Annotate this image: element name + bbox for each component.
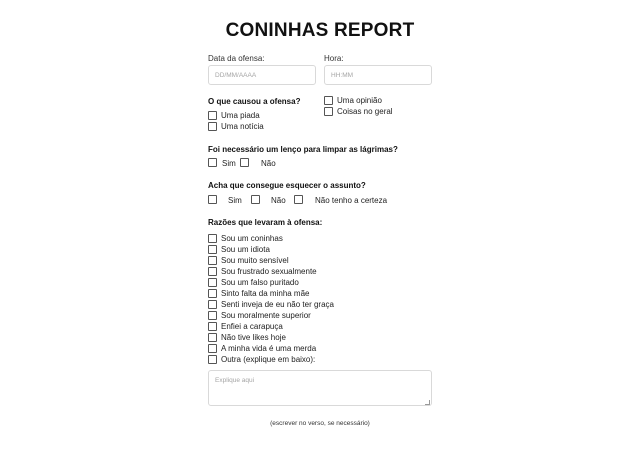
reason-option[interactable] [208, 300, 334, 309]
option-label: Uma notícia [221, 122, 264, 131]
checkbox[interactable] [208, 122, 217, 131]
footer-note: (escrever no verso, se necessário) [270, 420, 370, 427]
forget-unsure-label: Não tenho a certeza [315, 196, 388, 205]
option-label: Uma piada [221, 111, 260, 120]
cause-option-opinion[interactable] [324, 96, 382, 105]
date-label: Data da ofensa: [208, 54, 265, 63]
option-label: Enfiei a carapuça [221, 322, 283, 331]
reason-option[interactable] [208, 289, 310, 298]
reason-option[interactable] [208, 256, 289, 265]
option-label: Sou frustrado sexualmente [221, 267, 317, 276]
tissue-yes-checkbox[interactable] [208, 158, 217, 167]
time-input[interactable] [324, 65, 432, 85]
cause-question: O que causou a ofensa? [208, 97, 301, 106]
page-title: CONINHAS REPORT [225, 20, 415, 41]
tissue-question: Foi necessário um lenço para limpar as lágrimas? [208, 145, 398, 154]
checkbox[interactable] [208, 278, 217, 287]
checkbox[interactable] [208, 289, 217, 298]
reason-option[interactable] [208, 333, 286, 342]
forget-no-checkbox[interactable] [251, 195, 260, 204]
option-label: Sinto falta da minha mãe [221, 289, 310, 298]
checkbox[interactable] [208, 256, 217, 265]
checkbox[interactable] [208, 111, 217, 120]
checkbox[interactable] [208, 333, 217, 342]
checkbox[interactable] [208, 322, 217, 331]
cause-option-general[interactable] [324, 107, 393, 116]
reason-option[interactable] [208, 344, 316, 353]
reason-option[interactable] [208, 245, 270, 254]
checkbox[interactable] [324, 107, 333, 116]
checkbox[interactable] [324, 96, 333, 105]
cause-option-news[interactable] [208, 122, 264, 131]
forget-unsure-checkbox[interactable] [294, 195, 303, 204]
checkbox[interactable] [208, 245, 217, 254]
reason-option[interactable] [208, 322, 283, 331]
checkbox[interactable] [208, 267, 217, 276]
time-label: Hora: [324, 54, 344, 63]
date-input[interactable] [208, 65, 316, 85]
option-label: Sou um falso puritado [221, 278, 299, 287]
reasons-question: Razões que levaram à ofensa: [208, 218, 323, 227]
checkbox[interactable] [208, 355, 217, 364]
forget-yes-label: Sim [228, 196, 242, 205]
tissue-yes-label: Sim [222, 159, 236, 168]
checkbox[interactable] [208, 300, 217, 309]
tissue-no-checkbox[interactable] [240, 158, 249, 167]
option-label: Sou um coninhas [221, 234, 283, 243]
resize-handle-icon[interactable] [425, 400, 430, 405]
option-label: Sou muito sensível [221, 256, 289, 265]
option-label: A minha vida é uma merda [221, 344, 317, 353]
cause-option-joke[interactable] [208, 111, 260, 120]
forget-question: Acha que consegue esquecer o assunto? [208, 181, 366, 190]
reason-option[interactable] [208, 234, 283, 243]
reason-option-other[interactable] [208, 355, 315, 364]
checkbox[interactable] [208, 234, 217, 243]
forget-yes-checkbox[interactable] [208, 195, 217, 204]
checkbox[interactable] [208, 311, 217, 320]
option-label: Outra (explique em baixo): [221, 355, 316, 364]
forget-no-label: Não [271, 196, 286, 205]
reason-option[interactable] [208, 278, 299, 287]
option-label: Senti inveja de eu não ter graça [221, 300, 334, 309]
option-label: Sou moralmente superior [221, 311, 311, 320]
reason-option[interactable] [208, 267, 317, 276]
option-label: Não tive likes hoje [221, 333, 286, 342]
explain-textarea[interactable] [208, 370, 432, 406]
tissue-no-label: Não [261, 159, 276, 168]
checkbox[interactable] [208, 344, 217, 353]
reason-option[interactable] [208, 311, 311, 320]
option-label: Coisas no geral [337, 107, 393, 116]
option-label: Uma opinião [337, 96, 382, 105]
option-label: Sou um idiota [221, 245, 270, 254]
